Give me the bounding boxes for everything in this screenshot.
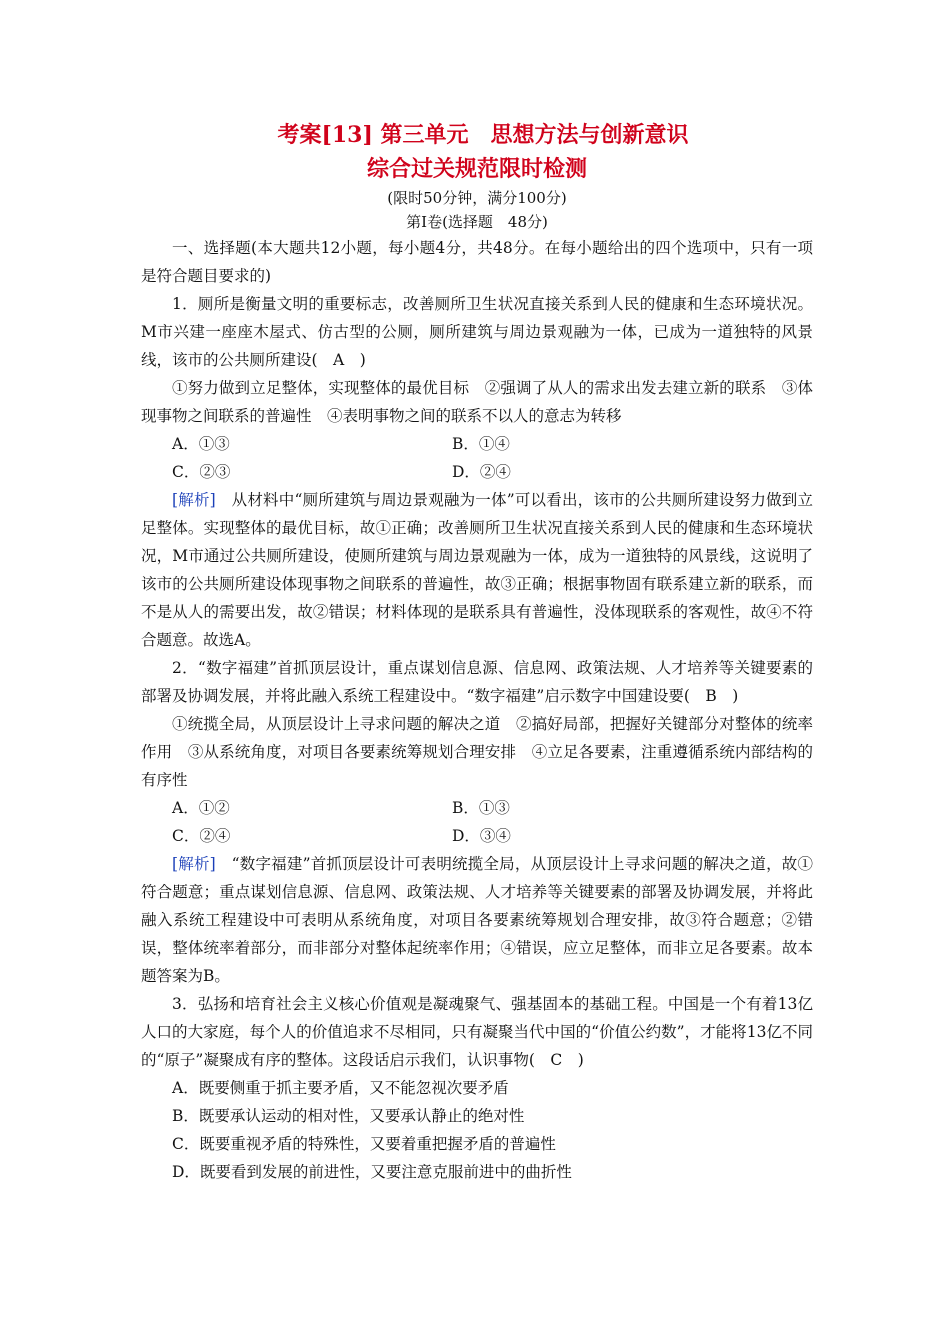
- question-2-option-a: A．①②: [172, 799, 230, 817]
- analysis-text: “数字福建”首抓顶层设计可表明统揽全局，从顶层设计上寻求问题的解决之道，故①符合题意；重点谋划信息源、信息网、政策法规、人才培养等关键要素的部署及协调发展，并将此融入系统工程建设中可表明从系统角度，对项目各要素统筹规划合理安排，故③符合题意；②错误，整体统率着部分，而非部分对整体起统率作用；④错误，应立足整体，而非立足各要素。故本题答案为B。: [141, 855, 813, 985]
- question-1-analysis: [141, 486, 813, 654]
- question-2-option-c: C．②④: [172, 827, 231, 845]
- question-1-option-d: D．②④: [452, 463, 511, 481]
- question-1-options-row-1: [141, 430, 813, 458]
- page-title: 考案[13] 第三单元 思想方法与创新意识: [277, 122, 689, 148]
- question-2-statements: ①统揽全局，从顶层设计上寻求问题的解决之道 ②搞好局部，把握好关键部分对整体的统率作用 ③从系统角度，对项目各要素统筹规划合理安排 ④立足各要素，注重遵循系统内部结构的有序性: [141, 715, 813, 789]
- question-2-option-d: D．③④: [452, 827, 511, 845]
- section-title: 第Ⅰ卷(选择题 48分): [406, 213, 548, 231]
- question-3-choice-a: A．既要侧重于抓主要矛盾，又不能忽视次要矛盾: [172, 1079, 509, 1097]
- question-1-option-b: B．①④: [452, 435, 510, 453]
- question-2-options-row-1: [141, 794, 813, 822]
- page-subtitle: 综合过关规范限时检测: [366, 156, 587, 182]
- analysis-label: [解析]: [172, 855, 216, 873]
- question-1-options-row-2: [141, 458, 813, 486]
- analysis-label: [解析]: [172, 491, 216, 509]
- document-page: [141, 118, 813, 1186]
- question-3-stem: 3．弘扬和培育社会主义核心价值观是凝魂聚气、强基固本的基础工程。中国是一个有着13亿人口的大家庭，每个人的价值追求不尽相同，只有凝聚当代中国的“价值公约数”，才能将13亿不同的“原子”凝聚成有序的整体。这段话启示我们，认识事物( C ): [141, 995, 813, 1069]
- question-2-analysis: [141, 850, 813, 990]
- question-2-stem: 2．“数字福建”首抓顶层设计，重点谋划信息源、信息网、政策法规、人才培养等关键要素的部署及协调发展，并将此融入系统工程建设中。“数字福建”启示数字中国建设要( B ): [141, 659, 813, 705]
- question-1-stem: 1．厕所是衡量文明的重要标志，改善厕所卫生状况直接关系到人民的健康和生态环境状况。M市兴建一座座木屋式、仿古型的公厕，厕所建筑与周边景观融为一体，已成为一道独特的风景线，该市的公共厕所建设( A ): [141, 295, 813, 369]
- question-3-choice-c: C．既要重视矛盾的特殊性，又要着重把握矛盾的普遍性: [172, 1135, 556, 1153]
- question-3-choice-b: B．既要承认运动的相对性，又要承认静止的绝对性: [172, 1107, 525, 1125]
- question-1-option-a: A．①③: [172, 435, 230, 453]
- analysis-text: 从材料中“厕所建筑与周边景观融为一体”可以看出，该市的公共厕所建设努力做到立足整体。实现整体的最优目标，故①正确；改善厕所卫生状况直接关系到人民的健康和生态环境状况，M市通过公共厕所建设，使厕所建筑与周边景观融为一体，成为一道独特的风景线，这说明了该市的公共厕所建设体现事物之间联系的普遍性，故③正确；根据事物固有联系建立新的联系，而不是从人的需要出发，故②错误；材料体现的是联系具有普遍性，没体现联系的客观性，故④不符合题意。故选A。: [141, 491, 813, 649]
- question-2-option-b: B．①③: [452, 799, 510, 817]
- question-1-option-c: C．②③: [172, 463, 231, 481]
- question-3-choice-d: D．既要看到发展的前进性，又要注意克服前进中的曲折性: [172, 1163, 572, 1181]
- instructions: 一、选择题(本大题共12小题，每小题4分，共48分。在每小题给出的四个选项中，只有一项是符合题目要求的): [141, 239, 813, 285]
- time-limit: (限时50分钟，满分100分): [387, 189, 567, 207]
- question-1-statements: ①努力做到立足整体，实现整体的最优目标 ②强调了从人的需求出发去建立新的联系 ③体现事物之间联系的普遍性 ④表明事物之间的联系不以人的意志为转移: [141, 379, 813, 425]
- question-2-options-row-2: [141, 822, 813, 850]
